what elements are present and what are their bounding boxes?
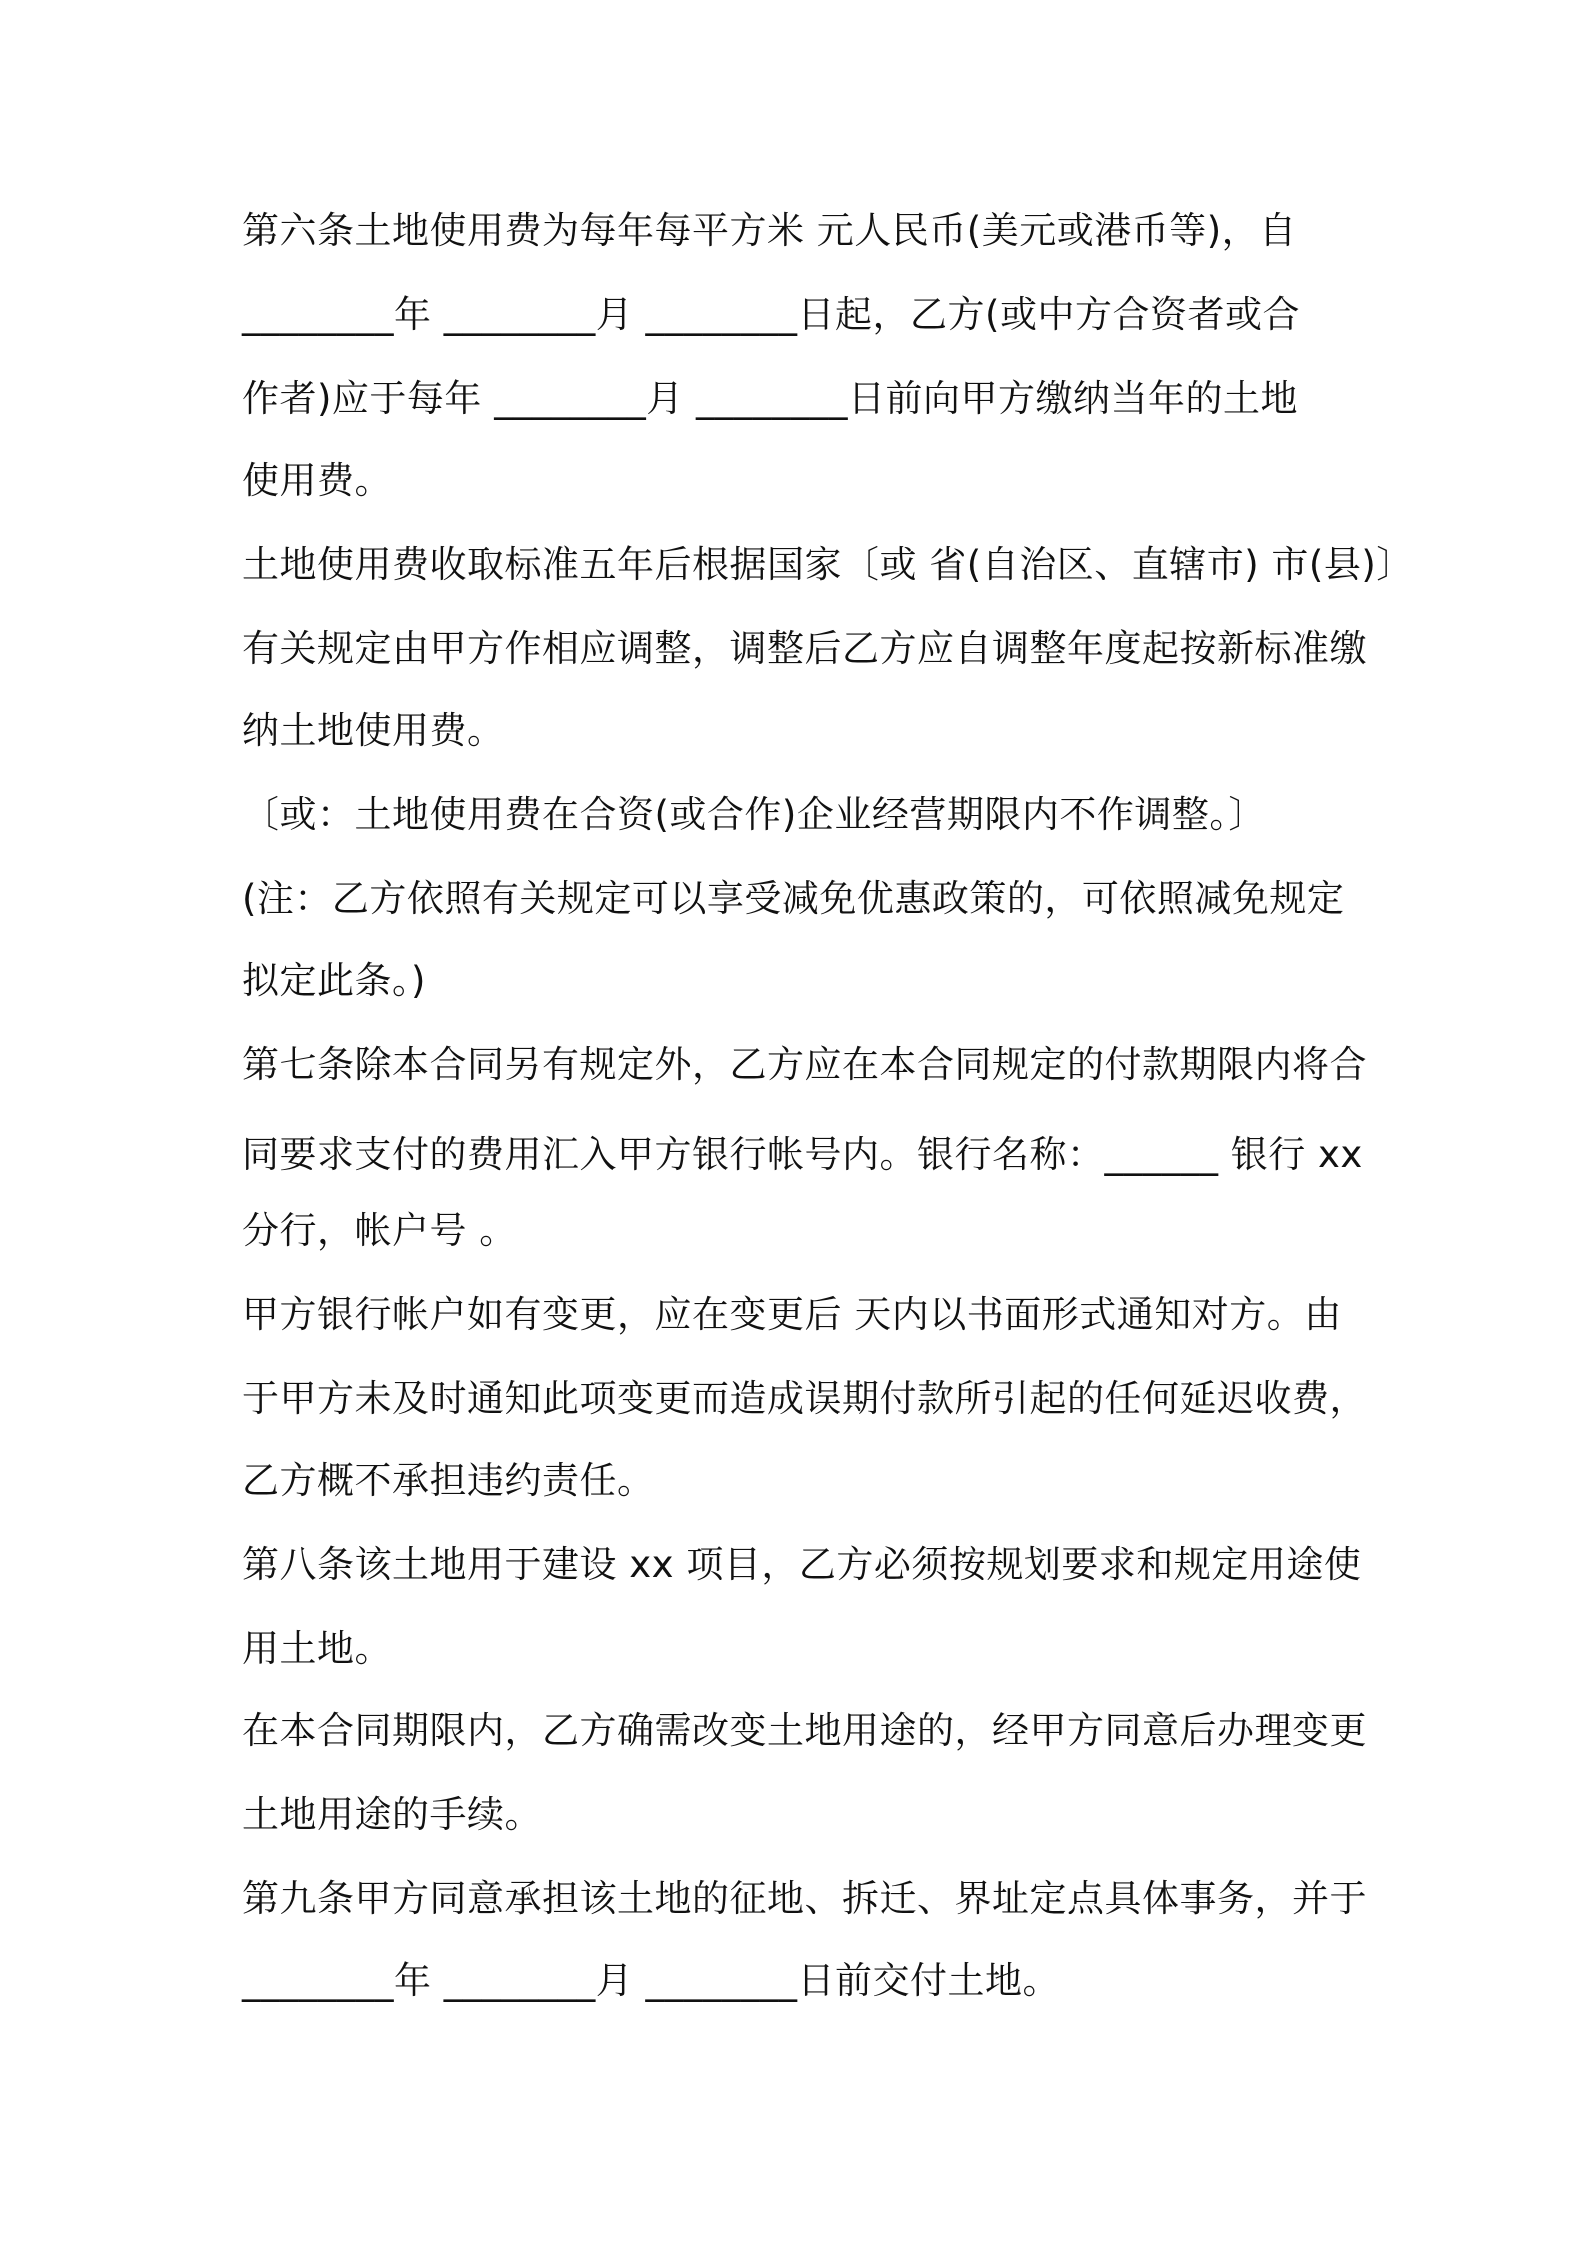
text-line: 纳土地使用费。 bbox=[242, 709, 505, 752]
text-line: 第六条土地使用费为每年每平方米 元人民币(美元或港币等)，自 bbox=[242, 209, 1297, 252]
text-line: 于甲方未及时通知此项变更而造成误期付款所引起的任何延迟收费， bbox=[242, 1377, 1367, 1420]
text-line: 乙方概不承担违约责任。 bbox=[242, 1459, 655, 1502]
text-line: ________年 ________月 ________日前交付土地。 bbox=[242, 1959, 1061, 2002]
text-line: 第七条除本合同另有规定外，乙方应在本合同规定的付款期限内将合 bbox=[242, 1043, 1367, 1086]
text-line: 在本合同期限内，乙方确需改变土地用途的，经甲方同意后办理变更 bbox=[242, 1709, 1367, 1752]
text-line: 〔或：土地使用费在合资(或合作)企业经营期限内不作调整。〕 bbox=[242, 793, 1266, 836]
text-line: 有关规定由甲方作相应调整，调整后乙方应自调整年度起按新标准缴 bbox=[242, 627, 1367, 670]
text-line: 第八条该土地用于建设 xx 项目，乙方必须按规划要求和规定用途使 bbox=[242, 1543, 1362, 1586]
text-line: 分行，帐户号 。 bbox=[242, 1209, 517, 1252]
text-line: 甲方银行帐户如有变更，应在变更后 天内以书面形式通知对方。由 bbox=[242, 1293, 1342, 1336]
text-line: 土地使用费收取标准五年后根据国家〔或 省(自治区、直辖市) 市(县)〕 bbox=[242, 543, 1414, 586]
text-line: 土地用途的手续。 bbox=[242, 1793, 542, 1836]
text-line: 拟定此条。) bbox=[242, 959, 426, 1002]
text-line: (注：乙方依照有关规定可以享受减免优惠政策的，可依照减免规定 bbox=[242, 877, 1345, 920]
text-line: 同要求支付的费用汇入甲方银行帐号内。银行名称：______ 银行 xx bbox=[242, 1133, 1363, 1176]
text-line: 使用费。 bbox=[242, 459, 392, 502]
text-line: 第九条甲方同意承担该土地的征地、拆迁、界址定点具体事务，并于 bbox=[242, 1877, 1367, 1920]
text-line: 用土地。 bbox=[242, 1627, 392, 1670]
text-line: 作者)应于每年 ________月 ________日前向甲方缴纳当年的土地 bbox=[242, 377, 1298, 420]
text-line: ________年 ________月 ________日起，乙方(或中方合资者或合 bbox=[242, 293, 1300, 336]
